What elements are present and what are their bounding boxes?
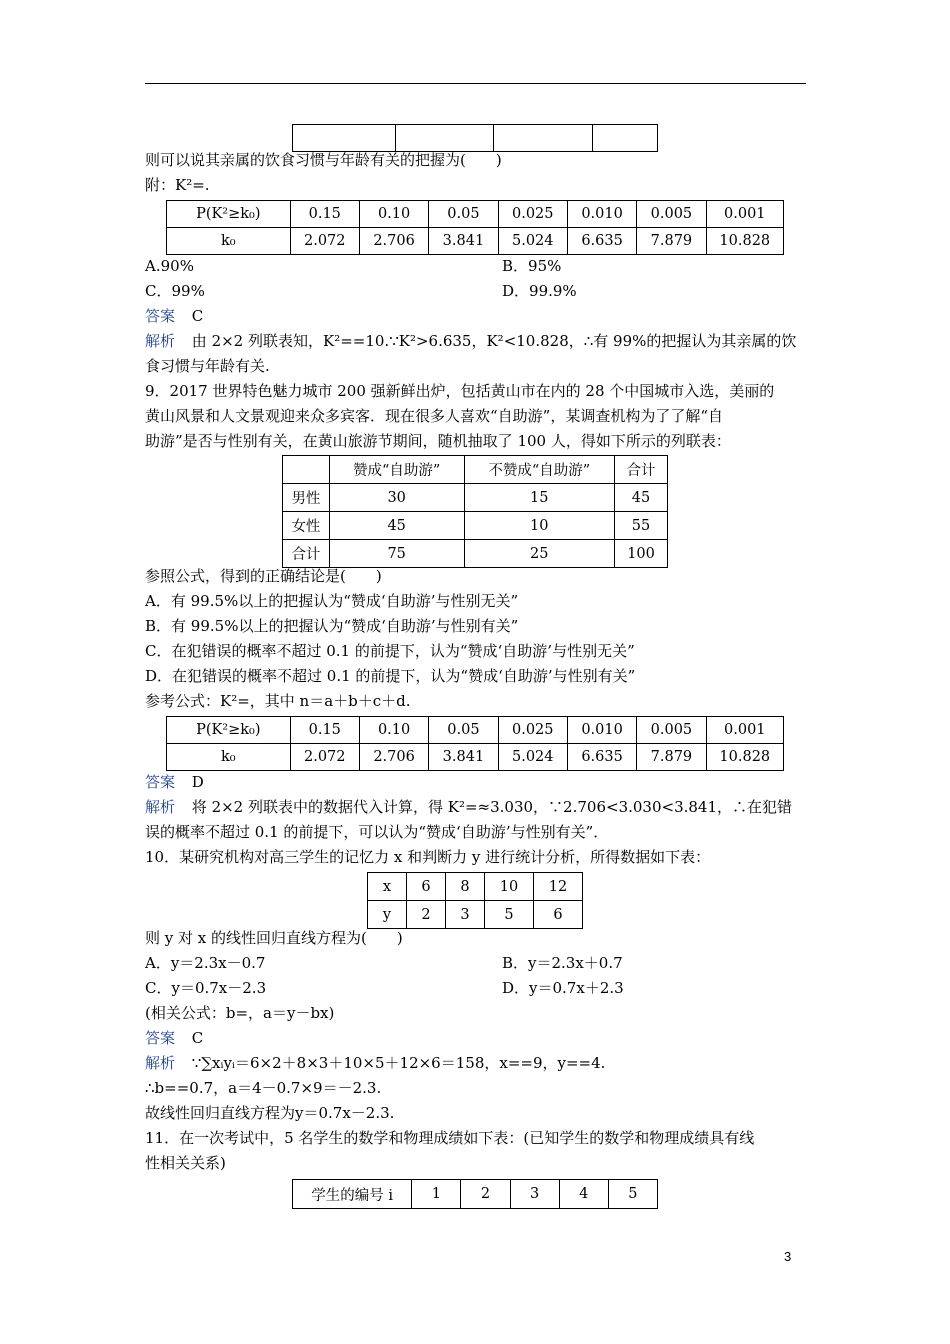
table-cell: 5 — [485, 901, 534, 929]
q8-option-b: B．95% — [502, 257, 562, 275]
q9-stem-line2: 黄山风景和人文景观迎来众多宾客．现在很多人喜欢“自助游”，某调查机构为了了解“自 — [145, 407, 724, 425]
q8-answer — [145, 306, 203, 326]
q8-question: 则可以说其亲属的饮食习惯与年龄有关的把握为( ) — [145, 151, 502, 169]
table-cell — [283, 456, 330, 484]
top-partial-table — [292, 124, 658, 152]
q10-stem: 10．某研究机构对高三学生的记忆力 x 和判断力 y 进行统计分析，所得数据如下表： — [145, 848, 711, 866]
q9-option-a: A．有 99.5%以上的把握认为“赞成‘自助游’与性别无关” — [145, 592, 519, 610]
table-cell: y — [368, 901, 407, 929]
table-cell: 3 — [446, 901, 485, 929]
table-cell: 0.010 — [567, 201, 636, 228]
table-row — [167, 228, 784, 255]
header-rule — [145, 83, 806, 84]
table-cell: 男性 — [283, 484, 330, 512]
table-cell: 6 — [534, 901, 583, 929]
q8-critical-value-table — [166, 200, 784, 255]
q9-critical-value-table — [166, 716, 784, 771]
table-cell: 45 — [615, 484, 668, 512]
table-row — [283, 512, 668, 540]
q8-option-c: C．99% — [145, 282, 205, 300]
table-cell: 0.10 — [359, 717, 428, 744]
answer-value: D — [191, 773, 204, 791]
q10-analysis — [145, 1053, 605, 1073]
q10-option-c: C．y＝0.7x－2.3 — [145, 979, 267, 997]
table-cell: 25 — [464, 540, 615, 568]
table-cell: 2.706 — [359, 744, 428, 771]
table-cell: 2 — [461, 1180, 510, 1209]
table-cell: 6.635 — [567, 228, 636, 255]
table-cell: 合计 — [615, 456, 668, 484]
table-cell: 0.010 — [567, 717, 636, 744]
table-cell: 10.828 — [706, 228, 783, 255]
q9-option-c: C．在犯错误的概率不超过 0.1 的前提下，认为“赞成‘自助游’与性别无关” — [145, 642, 635, 660]
table-cell: 0.005 — [637, 717, 706, 744]
table-row — [368, 873, 583, 901]
table-cell: 0.10 — [359, 201, 428, 228]
table-cell: 8 — [446, 873, 485, 901]
table-cell — [395, 125, 494, 152]
q11-stem-line1: 11．在一次考试中，5 名学生的数学和物理成绩如下表：(已知学生的数学和物理成绩具有线 — [145, 1129, 755, 1147]
table-row — [167, 744, 784, 771]
table-cell: 不赞成“自助游” — [464, 456, 615, 484]
q10-data-table — [367, 872, 583, 929]
table-cell: 55 — [615, 512, 668, 540]
q9-question: 参照公式，得到的正确结论是( ) — [145, 567, 382, 585]
table-row — [167, 717, 784, 744]
q8-analysis — [145, 331, 796, 351]
table-cell: k₀ — [167, 228, 291, 255]
q9-stem-line1: 9．2017 世界特色魅力城市 200 强新鲜出炉，包括黄山市在内的 28 个中国城市入选，美丽的 — [145, 382, 775, 400]
table-cell: 45 — [329, 512, 464, 540]
table-cell: 0.001 — [706, 717, 783, 744]
table-cell: 2 — [407, 901, 446, 929]
table-cell: 15 — [464, 484, 615, 512]
q8-option-d: D．99.9% — [502, 282, 577, 300]
table-row — [293, 1180, 658, 1209]
table-cell: 1 — [412, 1180, 461, 1209]
q9-analysis-cont: 误的概率不超过 0.1 的前提下，可以认为“赞成‘自助游’与性别有关”． — [145, 823, 609, 841]
table-cell: 0.05 — [429, 717, 498, 744]
table-cell: 5.024 — [498, 228, 567, 255]
table-cell: P(K²≥k₀) — [167, 717, 291, 744]
table-cell: 100 — [615, 540, 668, 568]
q9-answer — [145, 772, 204, 792]
table-cell: 30 — [329, 484, 464, 512]
table-cell: 4 — [559, 1180, 608, 1209]
q10-option-b: B．y＝2.3x＋0.7 — [502, 954, 623, 972]
table-cell: 5.024 — [498, 744, 567, 771]
table-cell: 0.05 — [429, 201, 498, 228]
table-cell: 7.879 — [637, 228, 706, 255]
q8-option-a: A.90% — [145, 257, 194, 275]
table-cell: 0.15 — [290, 201, 359, 228]
q8-appendix: 附：K²=. — [145, 176, 210, 194]
table-cell: 0.15 — [290, 717, 359, 744]
table-row — [167, 201, 784, 228]
q10-answer — [145, 1028, 203, 1048]
table-cell: 10 — [464, 512, 615, 540]
q10-option-a: A．y＝2.3x－0.7 — [145, 954, 266, 972]
table-cell: 3.841 — [429, 228, 498, 255]
table-cell: 10.828 — [706, 744, 783, 771]
table-cell: 75 — [329, 540, 464, 568]
answer-label: 答案 — [145, 773, 176, 791]
q10-question: 则 y 对 x 的线性回归直线方程为( ) — [145, 929, 403, 947]
q9-stem-line3: 助游”是否与性别有关，在黄山旅游节期间，随机抽取了 100 人，得如下所示的列联表： — [145, 432, 731, 450]
table-cell: 6 — [407, 873, 446, 901]
table-cell: 6.635 — [567, 744, 636, 771]
q10-option-d: D．y＝0.7x＋2.3 — [502, 979, 624, 997]
table-cell: 3.841 — [429, 744, 498, 771]
table-cell: 赞成“自助游” — [329, 456, 464, 484]
q9-option-d: D．在犯错误的概率不超过 0.1 的前提下，认为“赞成‘自助游’与性别有关” — [145, 667, 636, 685]
table-cell: 2.072 — [290, 228, 359, 255]
answer-value: C — [191, 1029, 204, 1047]
table-cell: 2.072 — [290, 744, 359, 771]
table-cell: 3 — [510, 1180, 559, 1209]
answer-label: 答案 — [145, 1029, 176, 1047]
answer-value: C — [191, 307, 204, 325]
q10-formula: (相关公式：b=，a＝y－bx) — [145, 1004, 335, 1022]
answer-label: 答案 — [145, 307, 176, 325]
table-cell: 0.025 — [498, 717, 567, 744]
q9-analysis — [145, 797, 792, 817]
q9-contingency-table — [282, 455, 668, 568]
table-cell: 学生的编号 i — [293, 1180, 412, 1209]
q10-analysis-cont2: 故线性回归直线方程为y＝0.7x－2.3. — [145, 1104, 395, 1122]
analysis-text: 将 2×2 列联表中的数据代入计算，得 K²=≈3.030，∵2.706<3.030<3.841，∴在犯错 — [191, 798, 793, 816]
table-cell — [293, 125, 396, 152]
table-row — [283, 456, 668, 484]
q10-analysis-cont1: ∴b==0.7，a＝4－0.7×9＝－2.3. — [145, 1079, 382, 1097]
table-cell: x — [368, 873, 407, 901]
table-cell: 12 — [534, 873, 583, 901]
table-cell: 2.706 — [359, 228, 428, 255]
q11-stem-line2: 性相关关系) — [145, 1154, 226, 1172]
table-cell: 女性 — [283, 512, 330, 540]
table-cell: 7.879 — [637, 744, 706, 771]
q9-formula: 参考公式：K²=，其中 n＝a＋b＋c＋d. — [145, 692, 411, 710]
table-row — [283, 484, 668, 512]
table-cell: 0.001 — [706, 201, 783, 228]
table-cell — [593, 125, 658, 152]
analysis-text: 由 2×2 列联表知，K²==10.∵K²>6.635，K²<10.828，∴有 99%的把握认为其亲属的饮 — [191, 332, 797, 350]
table-cell: P(K²≥k₀) — [167, 201, 291, 228]
page-number: 3 — [784, 1249, 792, 1264]
table-row — [368, 901, 583, 929]
analysis-label: 解析 — [145, 798, 176, 816]
analysis-label: 解析 — [145, 332, 176, 350]
q11-student-table — [292, 1179, 658, 1209]
q8-analysis-cont: 食习惯与年龄有关. — [145, 357, 270, 375]
table-cell: 10 — [485, 873, 534, 901]
table-cell — [494, 125, 593, 152]
q9-option-b: B．有 99.5%以上的把握认为“赞成‘自助游’与性别有关” — [145, 617, 519, 635]
analysis-text: ∵∑xᵢyᵢ＝6×2＋8×3＋10×5＋12×6＝158，x==9，y==4. — [191, 1054, 606, 1072]
analysis-label: 解析 — [145, 1054, 176, 1072]
table-cell: 0.025 — [498, 201, 567, 228]
table-cell: 合计 — [283, 540, 330, 568]
table-cell: 0.005 — [637, 201, 706, 228]
table-row — [283, 540, 668, 568]
table-cell: 5 — [608, 1180, 657, 1209]
table-cell: k₀ — [167, 744, 291, 771]
